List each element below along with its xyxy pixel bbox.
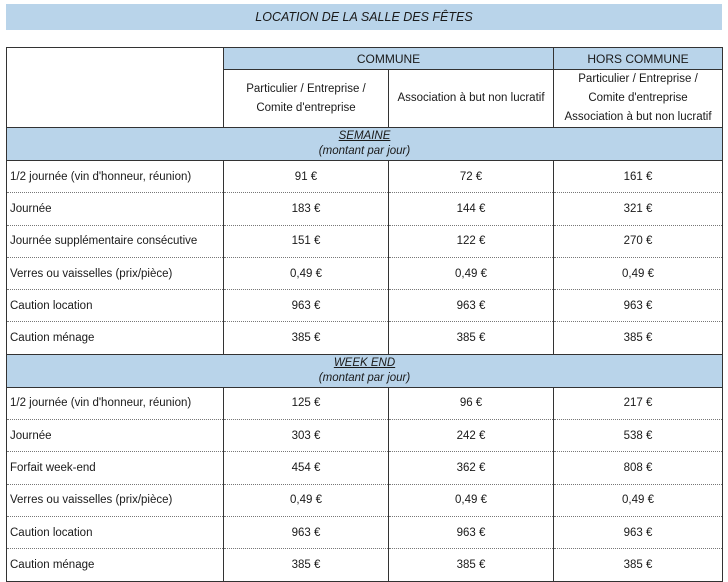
rates-table-body (7, 48, 723, 582)
cell-hors-commune: 161 € (554, 161, 723, 193)
row-label: Caution location (7, 516, 224, 548)
cell-commune-association: 144 € (389, 193, 554, 225)
cell-commune-particulier: 0,49 € (224, 257, 389, 289)
table-row (7, 161, 723, 193)
section-header (7, 354, 723, 387)
cell-commune-particulier: 151 € (224, 225, 389, 257)
cell-hors-commune: 217 € (554, 387, 723, 419)
column-header-association: Association à but non lucratif (389, 70, 554, 128)
group-header-commune: COMMUNE (224, 48, 554, 70)
cell-commune-association: 72 € (389, 161, 554, 193)
table-row (7, 193, 723, 225)
section-title: WEEK END (333, 356, 396, 369)
cell-commune-particulier: 454 € (224, 452, 389, 484)
cell-hors-commune: 385 € (554, 549, 723, 581)
table-row (7, 420, 723, 452)
cell-commune-particulier: 0,49 € (224, 484, 389, 516)
row-label: Forfait week-end (7, 452, 224, 484)
column-header-hors-commune (554, 70, 723, 128)
cell-commune-association: 0,49 € (389, 484, 554, 516)
cell-commune-association: 963 € (389, 290, 554, 322)
cell-commune-particulier: 91 € (224, 161, 389, 193)
cell-commune-association: 362 € (389, 452, 554, 484)
row-label: Caution ménage (7, 322, 224, 354)
row-label: Caution location (7, 290, 224, 322)
cell-hors-commune: 963 € (554, 290, 723, 322)
cell-commune-association: 385 € (389, 549, 554, 581)
cell-commune-particulier: 963 € (224, 290, 389, 322)
column-header-particulier-line1: Particulier / Entreprise / (246, 82, 366, 95)
cell-commune-association: 96 € (389, 387, 554, 419)
column-header-hors-line3: Association à but non lucratif (564, 111, 712, 123)
column-header-hors-line2: Comite d'entreprise (588, 92, 688, 104)
rates-table (6, 47, 723, 582)
column-header-particulier (224, 70, 389, 128)
cell-commune-association: 0,49 € (389, 257, 554, 289)
table-row (7, 452, 723, 484)
row-label: 1/2 journée (vin d'honneur, réunion) (7, 387, 224, 419)
section-header-row (7, 128, 723, 161)
header-corner (7, 48, 224, 128)
section-title: SEMAINE (338, 130, 391, 142)
row-label: Verres ou vaisselles (prix/pièce) (7, 257, 224, 289)
cell-hors-commune: 321 € (554, 193, 723, 225)
cell-hors-commune: 963 € (554, 516, 723, 548)
cell-commune-association: 122 € (389, 225, 554, 257)
cell-hors-commune: 0,49 € (554, 257, 723, 289)
section-note: (montant par jour) (318, 145, 411, 157)
section-header (7, 128, 723, 161)
table-row (7, 257, 723, 289)
cell-commune-particulier: 125 € (224, 387, 389, 419)
row-label: Journée (7, 193, 224, 225)
cell-commune-particulier: 303 € (224, 420, 389, 452)
cell-hors-commune: 270 € (554, 225, 723, 257)
section-note: (montant par jour) (318, 371, 411, 384)
cell-commune-association: 385 € (389, 322, 554, 354)
cell-commune-particulier: 183 € (224, 193, 389, 225)
table-row (7, 225, 723, 257)
cell-commune-particulier: 385 € (224, 322, 389, 354)
group-header-hors-commune: HORS COMMUNE (554, 48, 723, 70)
cell-commune-association: 242 € (389, 420, 554, 452)
row-label: 1/2 journée (vin d'honneur, réunion) (7, 161, 224, 193)
cell-commune-association: 963 € (389, 516, 554, 548)
table-row (7, 549, 723, 581)
cell-commune-particulier: 963 € (224, 516, 389, 548)
cell-hors-commune: 808 € (554, 452, 723, 484)
row-label: Caution ménage (7, 549, 224, 581)
section-header-row (7, 354, 723, 387)
table-row (7, 387, 723, 419)
cell-hors-commune: 385 € (554, 322, 723, 354)
row-label: Journée (7, 420, 224, 452)
row-label: Journée supplémentaire consécutive (7, 225, 224, 257)
table-row (7, 484, 723, 516)
cell-hors-commune: 0,49 € (554, 484, 723, 516)
cell-commune-particulier: 385 € (224, 549, 389, 581)
cell-hors-commune: 538 € (554, 420, 723, 452)
column-header-particulier-line2: Comite d'entreprise (256, 101, 356, 114)
column-header-hors-line1: Particulier / Entreprise / (578, 73, 698, 85)
header-row-groups (7, 48, 723, 70)
page-title: LOCATION DE LA SALLE DES FÊTES (6, 4, 722, 30)
table-row (7, 290, 723, 322)
table-row (7, 516, 723, 548)
row-label: Verres ou vaisselles (prix/pièce) (7, 484, 224, 516)
table-row (7, 322, 723, 354)
